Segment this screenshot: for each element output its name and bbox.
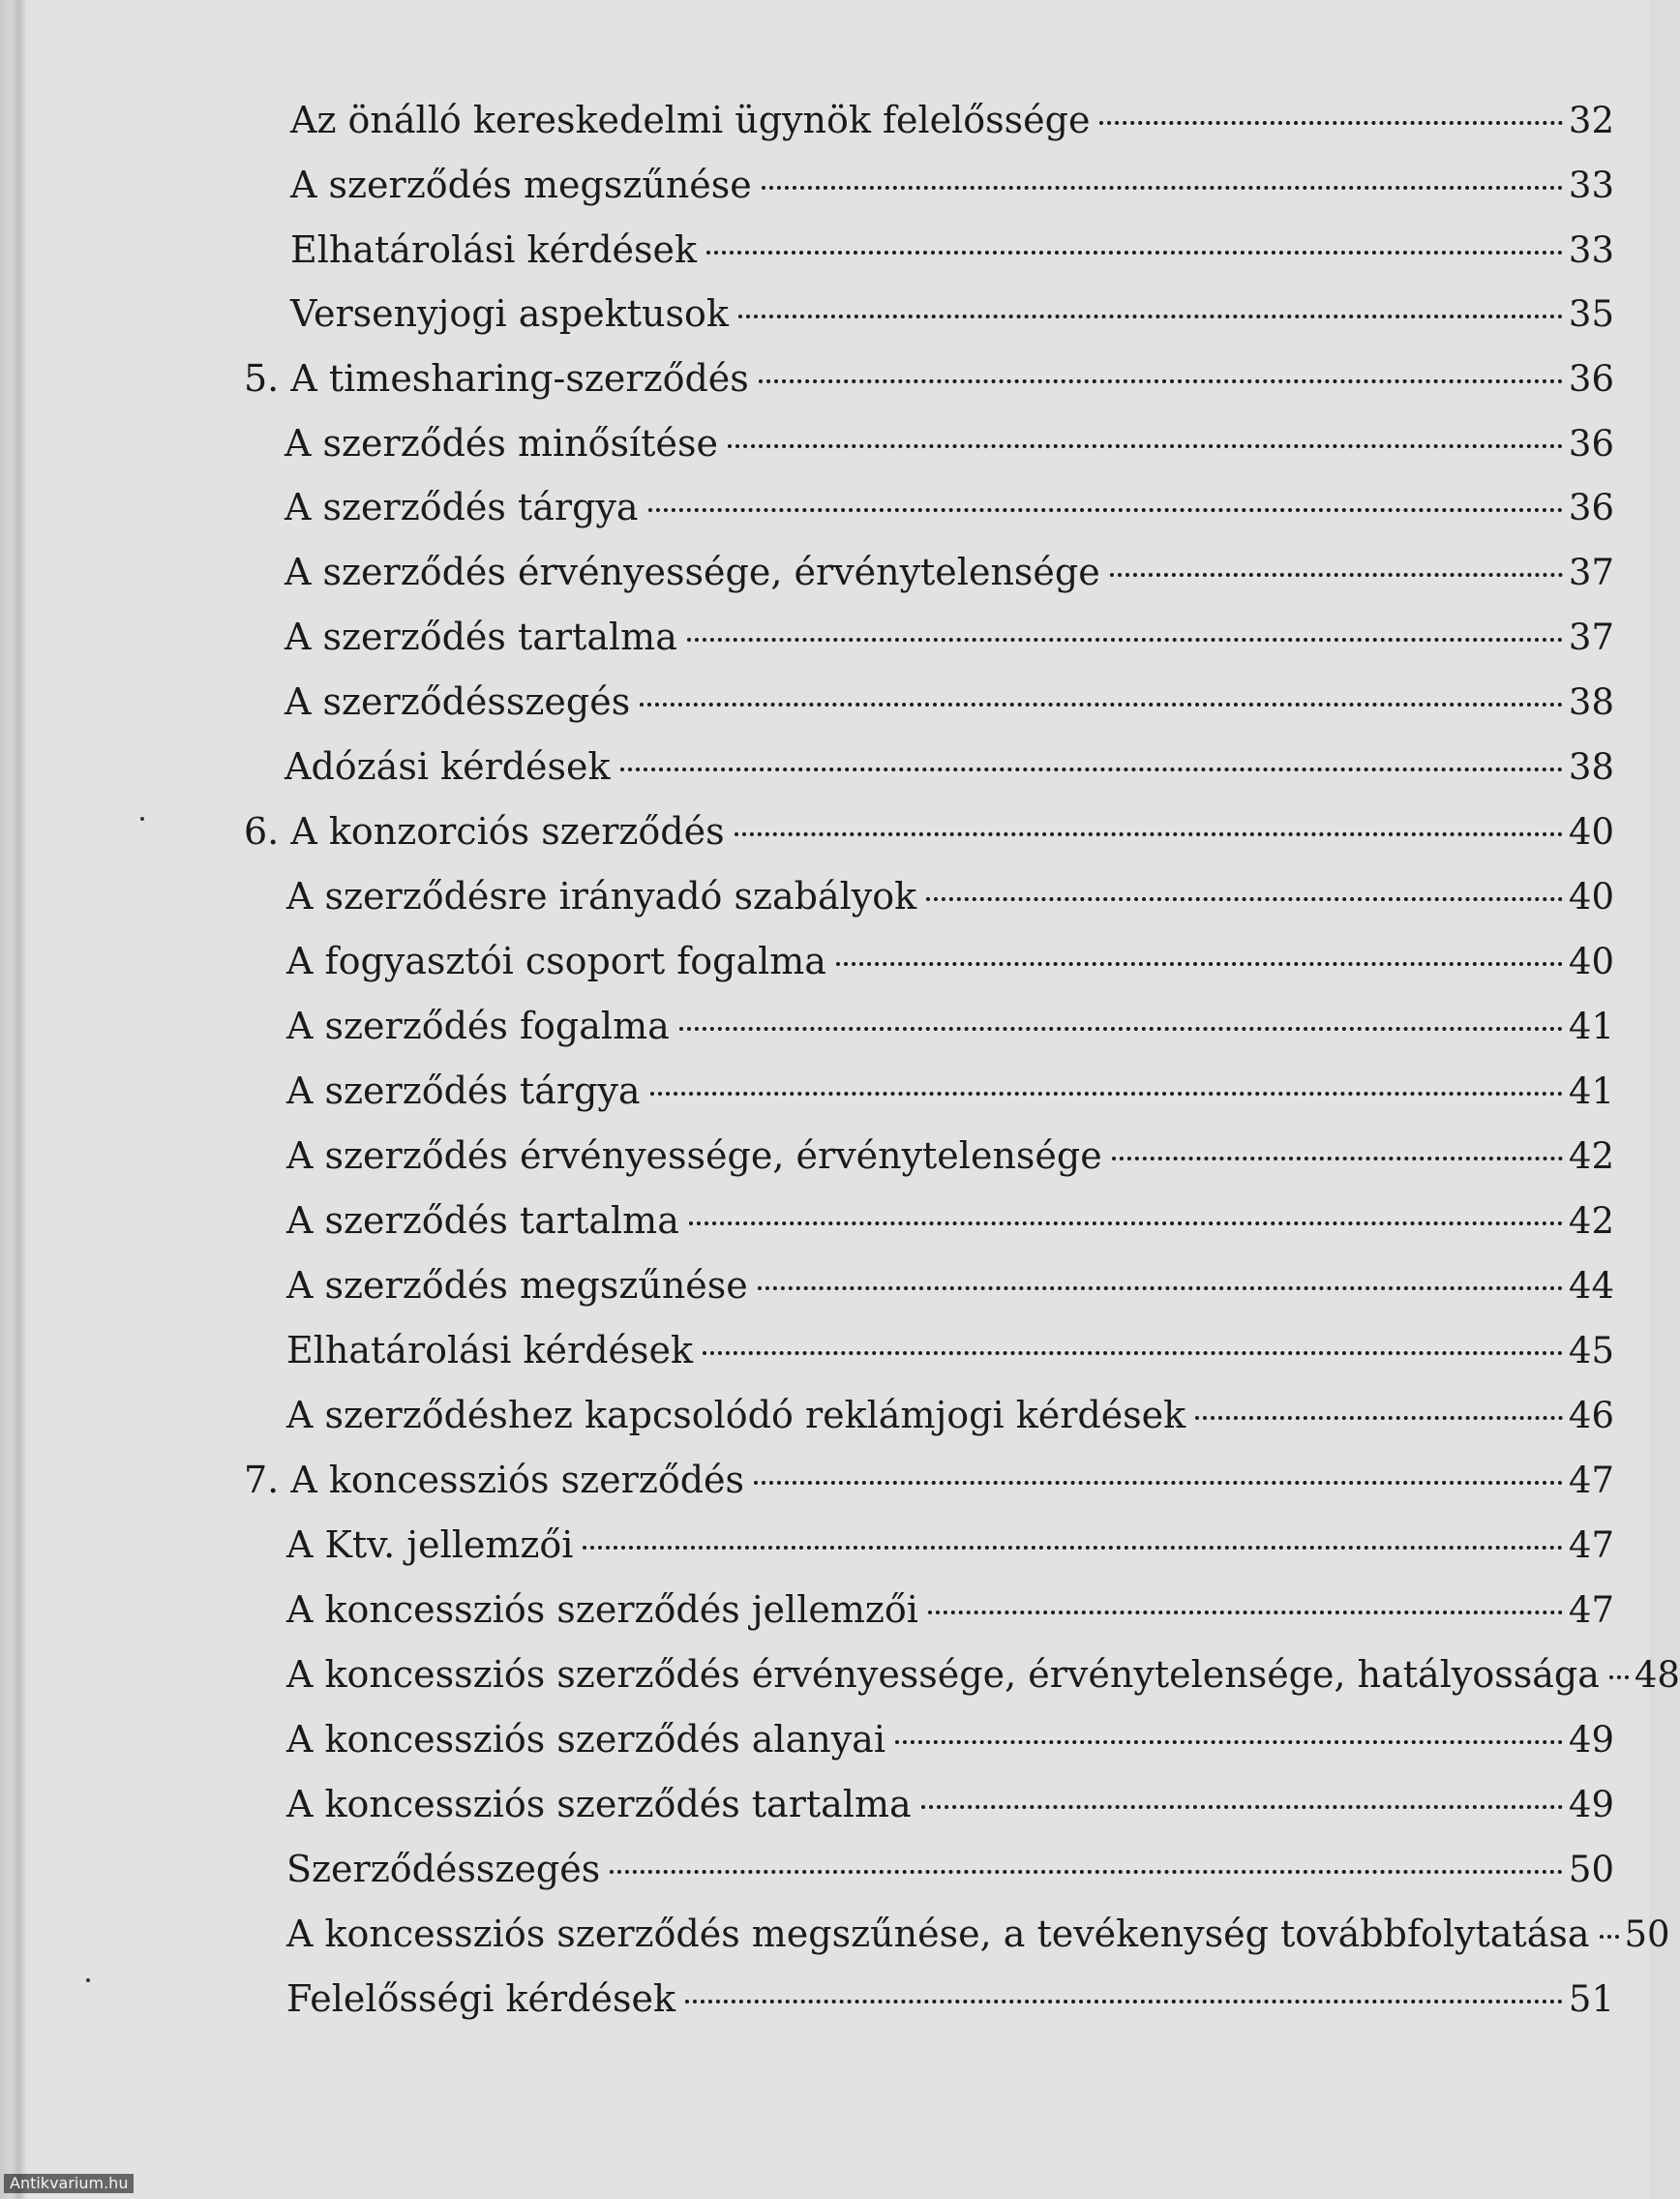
dot-leader <box>1600 1935 1619 1939</box>
toc-entry-page: 41 <box>1568 1070 1614 1112</box>
toc-entry-page: 46 <box>1568 1395 1614 1436</box>
toc-entry-title: A szerződés minősítése <box>285 422 718 465</box>
dot-leader <box>738 315 1563 318</box>
toc-entry-page: 38 <box>1568 681 1614 723</box>
toc-entry-page: 44 <box>1568 1265 1614 1307</box>
toc-entry <box>290 290 1649 338</box>
toc-entry-page: 40 <box>1568 876 1614 918</box>
toc-entry <box>286 1911 1670 1958</box>
toc-entry-title: A Ktv. jellemzői <box>286 1523 574 1566</box>
book-gutter <box>0 0 27 2199</box>
dot-leader <box>1195 1416 1563 1420</box>
toc-entry-title: A koncessziós szerződés jellemzői <box>286 1588 918 1631</box>
toc-chapter-title: 5. A timesharing-szerződés <box>244 357 749 400</box>
toc-entry-title: A szerződés érvényessége, érvénytelensége <box>286 1134 1102 1177</box>
dot-leader <box>620 768 1563 771</box>
dot-leader <box>836 962 1563 966</box>
toc-entry <box>285 678 1649 726</box>
table-of-contents <box>27 0 1680 2199</box>
dot-leader <box>895 1740 1563 1744</box>
dot-leader <box>1110 573 1563 577</box>
dot-leader <box>1609 1675 1629 1679</box>
toc-entry-page: 47 <box>1568 1460 1614 1501</box>
toc-entry-title: Versenyjogi aspektusok <box>290 292 729 335</box>
dot-leader <box>762 186 1563 190</box>
toc-entry <box>286 938 1649 985</box>
toc-entry-page: 47 <box>1568 1589 1614 1631</box>
toc-entry-title: Elhatárolási kérdések <box>286 1329 694 1371</box>
toc-entry-title: Felelősségi kérdések <box>286 1977 676 2020</box>
toc-entry <box>286 1068 1649 1115</box>
toc-entry-title: A szerződés tartalma <box>286 1199 679 1242</box>
dot-leader <box>650 1092 1563 1096</box>
toc-entry <box>286 1262 1649 1310</box>
toc-chapter <box>244 355 1649 403</box>
toc-entry <box>286 1392 1649 1439</box>
toc-entry <box>286 1132 1649 1180</box>
toc-entry-page: 36 <box>1568 487 1614 528</box>
toc-entry-page: 51 <box>1568 1978 1614 2020</box>
toc-entry-title: Adózási kérdések <box>285 745 611 788</box>
dot-leader <box>735 832 1563 836</box>
toc-entry-page: 37 <box>1568 617 1614 658</box>
toc-entry <box>290 226 1649 274</box>
toc-entry-title: Szerződésszegés <box>286 1848 601 1890</box>
toc-entry-title: A koncessziós szerződés tartalma <box>286 1783 912 1825</box>
dot-leader <box>921 1805 1563 1809</box>
dot-leader <box>703 1351 1563 1355</box>
toc-entry-title: A szerződés érvényessége, érvénytelensége <box>285 551 1100 593</box>
dot-leader <box>679 1027 1563 1031</box>
toc-entry-page: 33 <box>1568 165 1614 206</box>
toc-entry-title: A szerződésszegés <box>285 680 631 723</box>
toc-entry-page: 49 <box>1568 1719 1614 1761</box>
toc-entry <box>285 614 1649 661</box>
paper-speck <box>140 817 144 821</box>
toc-entry <box>285 420 1649 467</box>
toc-entry <box>286 1003 1649 1050</box>
toc-entry <box>286 1781 1649 1828</box>
toc-entry <box>285 484 1649 531</box>
toc-entry-title: A koncessziós szerződés megszűnése, a tevékenység továbbfolytatása <box>286 1913 1590 1955</box>
paper-speck <box>86 1978 90 1982</box>
toc-entry <box>286 1327 1649 1374</box>
toc-entry <box>286 873 1649 920</box>
dot-leader <box>706 251 1563 255</box>
toc-entry-page: 42 <box>1568 1200 1614 1242</box>
book-page <box>27 0 1680 2199</box>
toc-entry-title: A szerződés megszűnése <box>290 164 752 206</box>
toc-entry-page: 36 <box>1568 423 1614 465</box>
dot-leader <box>1112 1157 1563 1160</box>
toc-entry <box>286 1521 1649 1569</box>
toc-entry <box>286 1651 1680 1699</box>
dot-leader <box>687 638 1563 642</box>
toc-entry-title: Az önálló kereskedelmi ügynök felelőssége <box>290 99 1091 141</box>
toc-entry-title: A szerződésre irányadó szabályok <box>286 875 917 918</box>
toc-entry-page: 36 <box>1568 358 1614 400</box>
dot-leader <box>648 508 1563 512</box>
toc-chapter <box>244 1457 1649 1504</box>
toc-entry <box>285 549 1649 596</box>
toc-entry-title: A koncessziós szerződés érvényessége, érvénytelensége, hatályossága <box>286 1653 1600 1696</box>
toc-entry-page: 42 <box>1568 1135 1614 1177</box>
toc-entry <box>286 1197 1649 1245</box>
dot-leader <box>685 2000 1563 2003</box>
toc-entry-page: 38 <box>1568 746 1614 788</box>
dot-leader <box>610 1870 1563 1874</box>
toc-chapter-title: 7. A koncessziós szerződés <box>244 1459 745 1501</box>
toc-entry-page: 33 <box>1568 229 1614 271</box>
toc-entry-page: 40 <box>1568 811 1614 853</box>
toc-entry-title: Elhatárolási kérdések <box>290 228 698 271</box>
dot-leader <box>759 379 1563 383</box>
toc-entry <box>286 1716 1649 1763</box>
toc-entry-title: A szerződéshez kapcsolódó reklámjogi kérdések <box>286 1394 1186 1436</box>
dot-leader <box>926 897 1563 901</box>
toc-entry-page: 49 <box>1568 1784 1614 1825</box>
dot-leader <box>583 1546 1562 1550</box>
toc-entry <box>286 1586 1649 1634</box>
toc-entry-title: A koncessziós szerződés alanyai <box>286 1718 885 1761</box>
toc-entry-page: 41 <box>1568 1006 1614 1047</box>
toc-entry-page: 35 <box>1568 293 1614 335</box>
toc-entry-title: A szerződés fogalma <box>286 1005 670 1047</box>
dot-leader <box>728 444 1563 448</box>
toc-entry <box>285 743 1649 791</box>
toc-entry-title: A szerződés tárgya <box>286 1069 641 1112</box>
dot-leader <box>640 703 1563 707</box>
toc-entry <box>286 1846 1649 1893</box>
toc-entry-page: 50 <box>1624 1913 1670 1955</box>
toc-entry-title: A fogyasztói csoport fogalma <box>286 940 826 982</box>
toc-entry <box>290 162 1649 209</box>
toc-entry-title: A szerződés tárgya <box>285 486 639 528</box>
dot-leader <box>758 1286 1563 1290</box>
dot-leader <box>689 1221 1563 1225</box>
toc-entry-page: 48 <box>1634 1654 1680 1696</box>
toc-entry-page: 47 <box>1568 1524 1614 1566</box>
dot-leader <box>754 1481 1563 1485</box>
toc-entry-page: 40 <box>1568 941 1614 982</box>
toc-entry-title: A szerződés tartalma <box>285 616 677 658</box>
toc-entry <box>286 1975 1649 2023</box>
dot-leader <box>928 1611 1563 1614</box>
toc-entry <box>290 97 1649 144</box>
toc-entry-page: 32 <box>1568 100 1614 141</box>
toc-entry-page: 45 <box>1568 1330 1614 1371</box>
toc-chapter <box>244 808 1649 856</box>
dot-leader <box>1099 121 1562 125</box>
toc-chapter-title: 6. A konzorciós szerződés <box>244 810 725 853</box>
watermark: Antikvarium.hu <box>4 2174 134 2193</box>
toc-entry-page: 50 <box>1568 1849 1614 1890</box>
toc-entry-page: 37 <box>1568 552 1614 593</box>
toc-entry-title: A szerződés megszűnése <box>286 1264 748 1307</box>
